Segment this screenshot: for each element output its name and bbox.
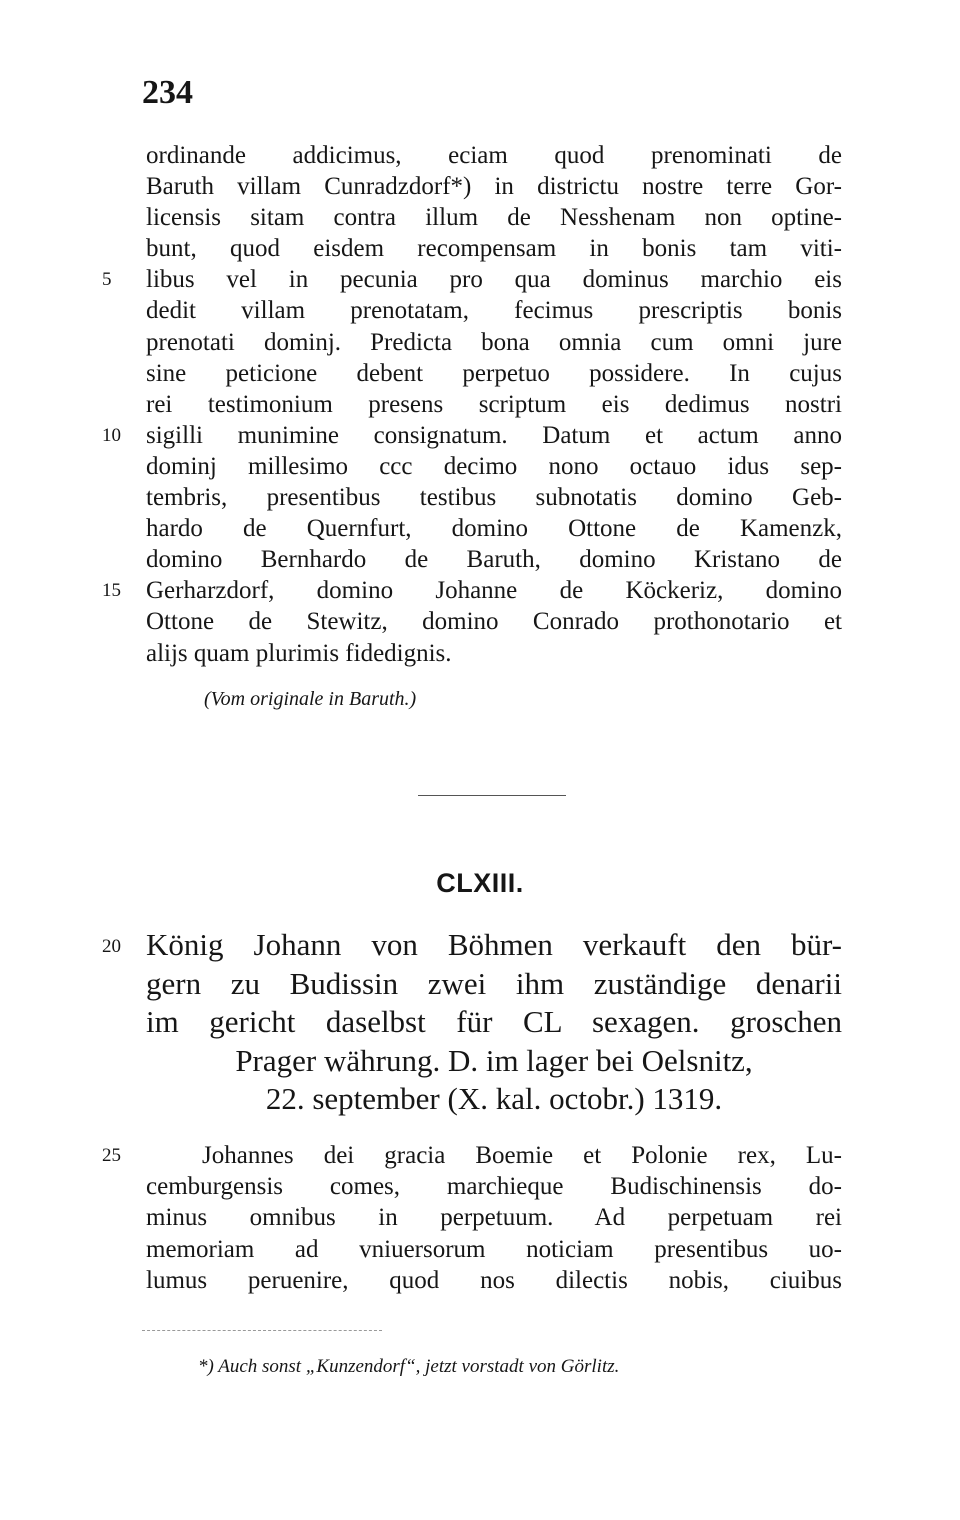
text-line: rei testimonium presens scriptum eis dedimus nostri xyxy=(146,390,842,418)
text-line: lumus peruenire, quod nos dilectis nobis, ciuibus xyxy=(146,1266,842,1294)
text-line: 25 Johannes dei gracia Boemie et Polonie rex, Lu- xyxy=(146,1140,842,1171)
document-number: CLXIII. xyxy=(436,868,524,898)
text-line: 5 libus vel in pecunia pro qua dominus marchio eis xyxy=(146,264,842,295)
text-line: licensis sitam contra illum de Nesshenam non optine- xyxy=(146,204,842,232)
text-line: Ottone de Stewitz, domino Conrado prothonotario et xyxy=(146,608,842,636)
line-number: 20 xyxy=(102,936,121,957)
text-line: cemburgensis comes, marchieque Budischinensis do- xyxy=(146,1173,842,1201)
text-line: dominj millesimo ccc decimo nono octauo idus sep- xyxy=(146,452,842,480)
text-line: dedit villam prenotatam, fecimus prescriptis bonis xyxy=(146,297,842,325)
line-number: 5 xyxy=(102,269,112,291)
text-line: alijs quam plurimis fidedignis. xyxy=(146,639,452,667)
text-line: 15 Gerharzdorf, domino Johanne de Köckeriz, domino xyxy=(146,575,842,606)
charter-text xyxy=(102,1140,842,1296)
text-line: hardo de Quernfurt, domino Ottone de Kamenzk, xyxy=(146,515,842,543)
heading-line: 22. september (X. kal. octobr.) 1319. xyxy=(265,1081,723,1116)
text-line: tembris, presentibus testibus subnotatis domino Geb- xyxy=(146,484,842,512)
line-number: 15 xyxy=(102,580,121,602)
heading-line: Prager währung. D. im lager bei Oelsnitz, xyxy=(235,1042,753,1078)
footnote: *) Auch sonst „Kunzendorf“, jetzt vorstadt von Görlitz. xyxy=(198,1356,620,1377)
document-heading xyxy=(102,926,842,1119)
text-line: 10 sigilli munimine consignatum. Datum et actum anno xyxy=(146,420,842,451)
text-line: ordinande addicimus, eciam quod prenominati de xyxy=(146,142,842,169)
line-number: 10 xyxy=(102,424,121,446)
section-divider xyxy=(418,795,566,796)
heading-line: gern zu Budissin zwei ihm zuständige denarii xyxy=(146,965,842,1001)
text-line: domino Bernhardo de Baruth, domino Kristano de xyxy=(146,546,842,574)
page-number: 234 xyxy=(142,74,193,111)
text-line: minus omnibus in perpetuum. Ad perpetuam rei xyxy=(146,1204,842,1232)
charter-text-continued xyxy=(102,140,842,669)
text-line: memoriam ad vniuersorum noticiam presentibus uo- xyxy=(146,1235,842,1263)
text-line: prenotati dominj. Predicta bona omnia cum omni jure xyxy=(146,328,842,356)
footnote-rule xyxy=(142,1330,382,1331)
source-note: (Vom originale in Baruth.) xyxy=(204,688,417,710)
line-number: 25 xyxy=(102,1145,121,1166)
text-line: sine peticione debent perpetuo possidere. In cujus xyxy=(146,359,842,387)
text-line: Baruth villam Cunradzdorf*) in districtu nostre terre Gor- xyxy=(146,173,842,201)
heading-line: 20 König Johann von Böhmen verkauft den bür- xyxy=(146,926,842,965)
heading-line: im gericht daselbst für CL sexagen. groschen xyxy=(146,1004,842,1039)
text-line: bunt, quod eisdem recompensam in bonis tam viti- xyxy=(146,235,842,263)
